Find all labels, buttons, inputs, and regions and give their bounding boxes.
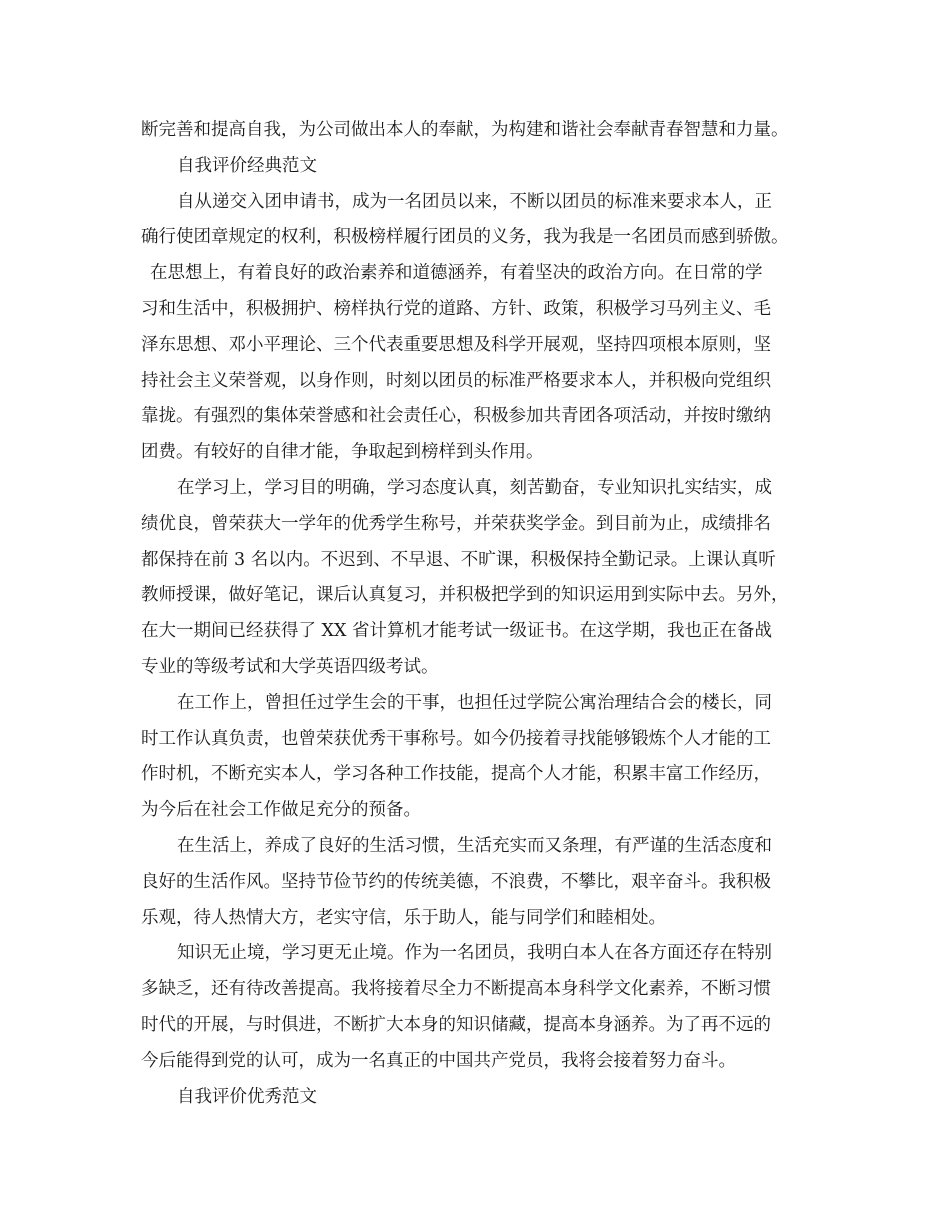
paragraph-line: 良好的生活作风。坚持节俭节约的传统美德，不浪费，不攀比，艰辛奋斗。我积极 (141, 871, 771, 892)
paragraph-line: 多缺乏，还有待改善提高。我将接着尽全力不断提高本身科学文化素养，不断习惯 (141, 979, 771, 1000)
paragraph-line: 教师授课，做好笔记，课后认真复习，并积极把学到的知识运用到实际中去。另外， (141, 585, 789, 606)
paragraph-line: 作时机，不断充实本人，学习各种工作技能，提高个人才能，积累丰富工作经历， (141, 764, 771, 785)
paragraph-line: 在生活上，养成了良好的生活习惯，生活充实而又条理，有严谨的生活态度和 (177, 835, 772, 856)
paragraph-line: 在工作上，曾担任过学生会的干事，也担任过学院公寓治理结合会的楼长，同 (177, 692, 772, 713)
paragraph-line: 在学习上，学习目的明确，学习态度认真，刻苦勤奋，专业知识扎实结实，成 (177, 477, 772, 498)
paragraph-line: 绩优良，曾荣获大一学年的优秀学生称号，并荣获奖学金。到目前为止，成绩排名 (141, 513, 771, 534)
paragraph-line: 在思想上，有着良好的政治素养和道德涵养，有着坚决的政治方向。在日常的学 (150, 263, 763, 284)
paragraph-line: 今后能得到党的认可，成为一名真正的中国共产党员，我将会接着努力奋斗。 (141, 1050, 736, 1071)
paragraph-line: 确行使团章规定的权利，积极榜样履行团员的义务，我为我是一名团员而感到骄傲。 (141, 227, 789, 248)
paragraph-line: 团费。有较好的自律才能，争取起到榜样到头作用。 (141, 442, 544, 463)
paragraph-line: 断完善和提高自我，为公司做出本人的奉献，为构建和谐社会奉献青春智慧和力量。 (141, 120, 789, 140)
paragraph-line: 持社会主义荣誉观，以身作则，时刻以团员的标准严格要求本人，并积极向党组织 (141, 370, 771, 391)
paragraph-line: 靠拢。有强烈的集体荣誉感和社会责任心，积极参加共青团各项活动，并按时缴纳 (141, 406, 771, 427)
section-heading: 自我评价优秀范文 (177, 1086, 317, 1107)
paragraph-line: 都保持在前 3 名以内。不迟到、不早退、不旷课，积极保持全勤记录。上课认真听 (141, 549, 776, 570)
paragraph-line: 专业的等级考试和大学英语四级考试。 (141, 656, 439, 677)
document-body (141, 113, 831, 1115)
paragraph-line: 自从递交入团申请书，成为一名团员以来，不断以团员的标准来要求本人，正 (177, 191, 772, 212)
section-heading: 自我评价经典范文 (177, 155, 317, 176)
paragraph-line: 泽东思想、邓小平理论、三个代表重要思想及科学开展观，坚持四项根本原则，坚 (141, 334, 771, 355)
paragraph-line: 在大一期间已经获得了 XX 省计算机才能考试一级证书。在这学期，我也正在备战 (141, 621, 773, 642)
paragraph-line: 为今后在社会工作做足充分的预备。 (141, 800, 421, 821)
paragraph-line: 时工作认真负责，也曾荣获优秀干事称号。如今仍接着寻找能够锻炼个人才能的工 (141, 728, 771, 749)
paragraph-line: 习和生活中，积极拥护、榜样执行党的道路、方针、政策，积极学习马列主义、毛 (141, 298, 771, 319)
paragraph-line: 乐观，待人热情大方，老实守信，乐于助人，能与同学们和睦相处。 (141, 907, 666, 928)
paragraph-line: 知识无止境，学习更无止境。作为一名团员，我明白本人在各方面还存在特别 (177, 943, 772, 964)
paragraph-line: 时代的开展，与时俱进，不断扩大本身的知识储藏，提高本身涵养。为了再不远的 (141, 1014, 771, 1035)
